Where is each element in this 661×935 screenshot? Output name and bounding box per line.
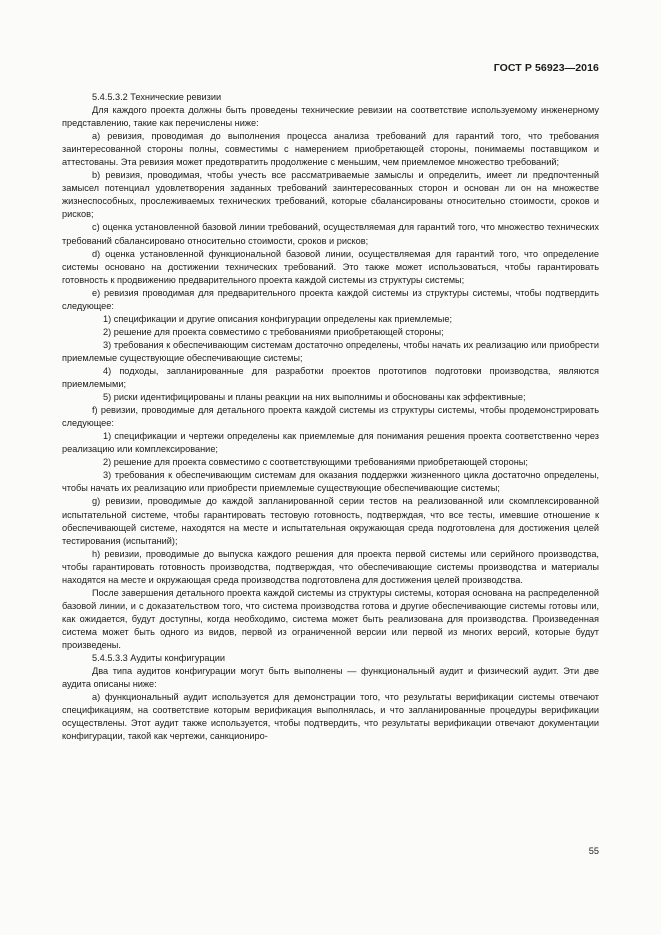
paragraph: a) ревизия, проводимая до выполнения процесса анализа требований для гарантий того, что требования заинтересованной стороны полны, совместимы с намерением приобретающей стороны, понимаемы поставщиком и аттестованы. Эта ревизия может предотвратить продолжение с меньшим, чем приемлемое множество требований;: [62, 131, 599, 168]
page-number: 55: [588, 846, 599, 856]
paragraph: 4) подходы, запланированные для разработки проектов прототипов подготовки производства, являются приемлемыми;: [62, 365, 599, 390]
paragraph: e) ревизия проводимая для предварительного проекта каждой системы из структуры системы, чтобы подтвердить следующее:: [62, 287, 599, 311]
paragraph: 5.4.5.3.2 Технические ревизии: [92, 92, 222, 102]
paragraph: h) ревизии, проводимые до выпуска каждого решения для проекта первой системы или серийного производства, чтобы гарантировать готовность производства, подтверждая, что обеспечивающие системы производства и материалы находятся на месте и окружающая среда производства подготовлена для достижения целей производства.: [62, 548, 599, 585]
paragraph: 2) решение для проекта совместимо с соответствующими требованиями приобретающей стороны;: [103, 457, 528, 468]
paragraph: d) оценка установленной функциональной базовой линии, осуществляемая для гарантий того, что определение системы основано на достижении технических требований. Это также может использоваться, чтобы гарантировать готовность к продвижению предварительного проекта каждой системы из структуры системы;: [62, 248, 599, 285]
paragraph: c) оценка установленной базовой линии требований, осуществляемая для гарантий того, что множество технических требований сбалансировано относительно стоимости, сроков и рисков;: [62, 222, 599, 246]
paragraph: f) ревизии, проводимые для детального проекта каждой системы из структуры системы, чтобы продемонстрировать следующее:: [62, 405, 599, 429]
paragraph: Для каждого проекта должны быть проведены технические ревизии на соответствие используемому инженерному представлению, такие как перечислены ниже:: [62, 105, 599, 129]
paragraph: g) ревизии, проводимые до каждой запланированной серии тестов на реализованной или скомплексированной испытательной системе, чтобы гарантировать тестовую готовность, подтверждая, что все тесты, имевшие отношение к обеспечивающей системе, находятся на месте и испытательная окружающая среда подготовлена для достижения целей тестирования (испытаний);: [62, 496, 599, 546]
paragraph: 3) требования к обеспечивающим системам достаточно определены, чтобы начать их реализацию или приобрести приемлемые существующие обеспечивающие системы;: [62, 339, 599, 363]
paragraph: После завершения детального проекта каждой системы из структуры системы, которая основана на распределенной базовой линии, и с доказательством того, что система производства готова и другие обеспечивающие системы готовы или, как ожидается, будут доступны, когда необходимо, система может быть реализована для производства. Произведенная система может быть одного из видов, первой из ограниченной версии или первой из многих версий, которые будут произведены.: [62, 587, 599, 650]
document-body: [62, 91, 599, 743]
paragraph: a) функциональный аудит используется для демонстрации того, что результаты верификации системы отвечают спецификациям, на соответствие которым верификация выполнялась, и что запланированные процедуры верификации осуществлены. Этот аудит также используется, чтобы подтвердить, что результаты верификации отвечают документации конфигурации, такой как чертежи, санкциониро-: [62, 692, 599, 742]
paragraph: 1) спецификации и другие описания конфигурации определены как приемлемые;: [103, 313, 453, 324]
paragraph: 5.4.5.3.3 Аудиты конфигурации: [92, 653, 226, 664]
paragraph: Два типа аудитов конфигурации могут быть выполнены — функциональный аудит и физический аудит. Эти две аудита описаны ниже:: [62, 666, 599, 690]
document-header: ГОСТ Р 56923—2016: [493, 62, 599, 74]
paragraph: 1) спецификации и чертежи определены как приемлемые для понимания решения проекта соответственно через реализацию или комплексирование;: [62, 431, 599, 455]
paragraph: 2) решение для проекта совместимо с требованиями приобретающей стороны;: [103, 326, 444, 337]
paragraph: 3) требования к обеспечивающим системам для оказания поддержки жизненного цикла достаточно определены, чтобы начать их реализацию или приобрести приемлемые существующие обеспечивающие системы;: [62, 470, 599, 494]
paragraph: 5) риски идентифицированы и планы реакции на них выполнимы и обоснованы как эффективные;: [103, 392, 526, 403]
paragraph: b) ревизия, проводимая, чтобы учесть все рассматриваемые замыслы и определить, имеет ли предпочтенный замысел потенциал удовлетворения заданных требований заинтересованных сторон и основан ли он на множестве жизнеспособных, прослеживаемых технических требований, которые сбалансированы относительно стоимости, сроков и рисков;: [62, 170, 599, 220]
